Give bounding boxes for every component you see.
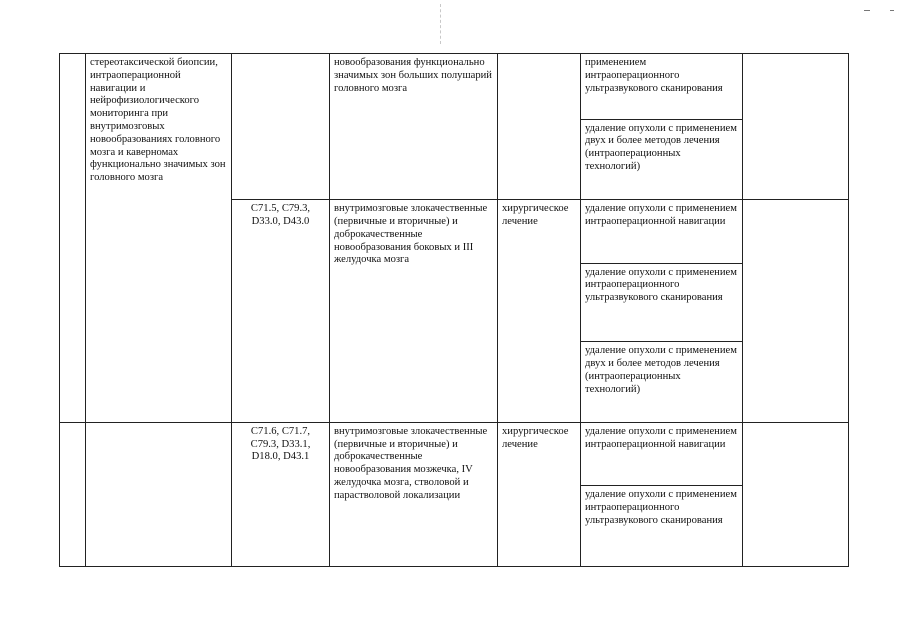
- cell-treatment: хирургическое лечение: [498, 422, 581, 566]
- table-row: [60, 54, 849, 120]
- cell-method-group: [86, 422, 232, 566]
- corner-mark: [890, 10, 894, 11]
- scan-fold-mark: [440, 4, 442, 44]
- cell-method: удаление опухоли с применением интраоперационной навигации: [581, 200, 743, 263]
- cell-icd: C71.6, C71.7, C79.3, D33.1, D18.0, D43.1: [232, 422, 330, 566]
- cell-treatment: [498, 54, 581, 200]
- cell-icd: [232, 54, 330, 200]
- cell-extra: [743, 422, 849, 566]
- cell-method-group: стереотаксической биопсии, интраоперационной навигации и нейрофизиологического мониторинга при внутримозговых новообразованиях головного мозга и каверномах функционально значимых зон головного мозга: [86, 54, 232, 423]
- cell-method: удаление опухоли с применением интраоперационного ультразвукового сканирования: [581, 486, 743, 567]
- cell-method: удаление опухоли с применением интраоперационной навигации: [581, 422, 743, 485]
- cell-method: удаление опухоли с применением двух и более методов лечения (интраоперационных технологий): [581, 342, 743, 423]
- cell-number: [60, 54, 86, 423]
- cell-icd: C71.5, C79.3, D33.0, D43.0: [232, 200, 330, 423]
- cell-treatment: хирургическое лечение: [498, 200, 581, 423]
- cell-number: [60, 422, 86, 566]
- cell-condition: новообразования функционально значимых зон больших полушарий головного мозга: [330, 54, 498, 200]
- cell-method: применением интраоперационного ультразвукового сканирования: [581, 54, 743, 120]
- cell-extra: [743, 200, 849, 423]
- cell-extra: [743, 54, 849, 200]
- table-row: [60, 422, 849, 485]
- cell-condition: внутримозговые злокачественные (первичные и вторичные) и доброкачественные новообразования мозжечка, IV желудочка мозга, стволовой и парастволовой локализации: [330, 422, 498, 566]
- corner-mark: [864, 10, 870, 11]
- cell-method: удаление опухоли с применением двух и более методов лечения (интраоперационных технологий): [581, 119, 743, 200]
- treatment-table: [59, 53, 849, 567]
- cell-condition: внутримозговые злокачественные (первичные и вторичные) и доброкачественные новообразования боковых и III желудочка мозга: [330, 200, 498, 423]
- cell-method: удаление опухоли с применением интраоперационного ультразвукового сканирования: [581, 263, 743, 342]
